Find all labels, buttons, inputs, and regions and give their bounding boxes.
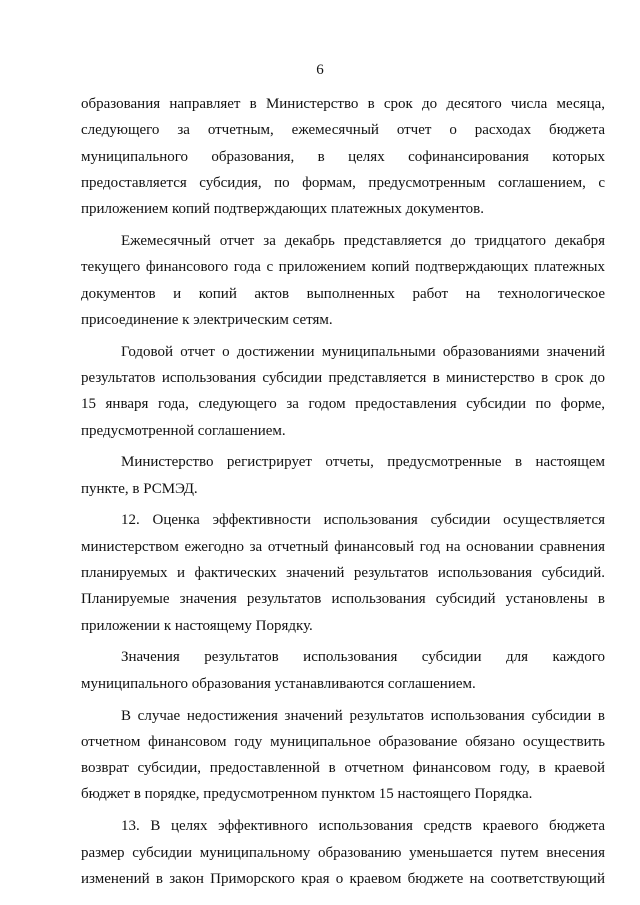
text-line: предоставляется субсидия, по формам, предусмотренным соглашением, с: [81, 174, 605, 191]
document-body: [81, 91, 605, 892]
text-line: 12. Оценка эффективности использования субсидии осуществляется: [121, 512, 605, 529]
text-line: следующего за отчетным, ежемесячный отчет о расходах бюджета: [81, 122, 605, 139]
text-line: результатов использования субсидии представляется в министерство в срок до: [81, 369, 605, 386]
text-line: В случае недостижения значений результатов использования субсидии в: [121, 707, 605, 724]
text-line: Министерство регистрирует отчеты, предусмотренные в настоящем: [121, 454, 605, 471]
text-line: приложением копий подтверждающих платежных документов.: [81, 201, 485, 218]
text-line: Ежемесячный отчет за декабрь представляется до тридцатого декабря: [121, 232, 605, 249]
text-line: размер субсидии муниципальному образованию уменьшается путем внесения: [81, 844, 605, 861]
text-line: Значения результатов использования субсидии для каждого: [121, 649, 605, 666]
text-line: Планируемые значения результатов использования субсидий установлены в: [81, 591, 605, 608]
page-number: 6: [316, 62, 324, 78]
text-line: министерством ежегодно за отчетный финансовый год на основании сравнения: [81, 538, 605, 555]
text-line: образования направляет в Министерство в срок до десятого числа месяца,: [81, 96, 605, 112]
text-line: 15 января года, следующего за годом предоставления субсидии по форме,: [81, 396, 605, 413]
text-line: 13. В целях эффективного использования средств краевого бюджета: [121, 818, 605, 835]
text-line: текущего финансового года с приложением копий подтверждающих платежных: [81, 259, 605, 276]
text-line: планируемых и фактических значений результатов использования субсидий.: [81, 565, 605, 582]
text-line: муниципального образования устанавливаются соглашением.: [81, 675, 476, 692]
text-line: пункте, в РСМЭД.: [81, 480, 198, 497]
text-line: бюджет в порядке, предусмотренном пунктом 15 настоящего Порядка.: [81, 786, 533, 803]
text-line: Годовой отчет о достижении муниципальными образованиями значений: [121, 343, 605, 360]
text-line: предусмотренной соглашением.: [81, 422, 286, 439]
text-line: приложении к настоящему Порядку.: [81, 617, 313, 634]
text-line: присоединение к электрическим сетям.: [81, 311, 333, 328]
text-line: возврат субсидии, предоставленной в отчетном финансовом году, в краевой: [81, 760, 605, 777]
text-line: отчетном финансовом году муниципальное образование обязано осуществить: [81, 733, 605, 750]
text-line: муниципального образования, в целях софинансирования которых: [81, 148, 605, 165]
text-line: изменений в закон Приморского края о краевом бюджете на соответствующий: [81, 870, 605, 887]
text-line: документов и копий актов выполненных работ на технологическое: [81, 285, 605, 302]
